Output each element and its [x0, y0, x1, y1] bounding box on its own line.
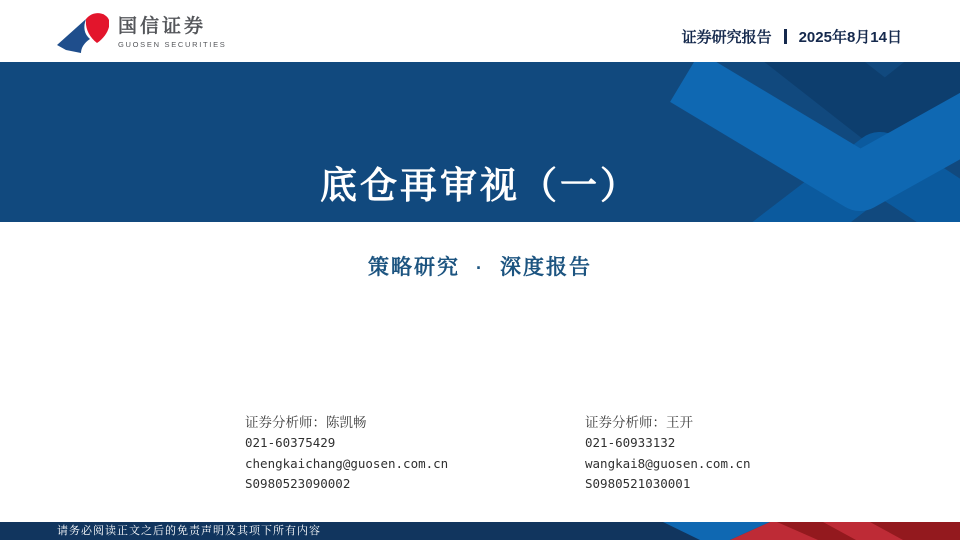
analyst-role-label: 证券分析师： [245, 415, 326, 430]
guosen-logo-icon [55, 11, 109, 55]
analyst-email: chengkaichang@guosen.com.cn [245, 455, 449, 471]
report-kind-label: 深度报告 [500, 256, 592, 279]
separator-bar [784, 29, 787, 44]
brand-name-cn: 国信证券 [118, 16, 207, 37]
analyst-role-name [585, 412, 915, 433]
brand-logo-group [55, 11, 227, 55]
brand-text [118, 16, 227, 50]
footer-ribbon-decoration [630, 522, 960, 540]
analyst-role-label: 证券分析师： [585, 415, 666, 430]
analyst-role-name [245, 412, 575, 433]
title-banner [0, 62, 960, 222]
report-date: 2025年8月14日 [798, 29, 902, 46]
top-header [0, 0, 960, 62]
analyst-name: 王开 [666, 415, 693, 430]
analyst-phone: 021-60933132 [585, 435, 676, 450]
analyst-phone: 021-60375429 [245, 435, 336, 450]
disclaimer-footer-bar [0, 522, 960, 540]
category-label: 策略研究 [368, 256, 460, 279]
analyst-block-2 [585, 412, 915, 495]
category-separator-dot: · [476, 258, 484, 278]
analyst-license: S0980523090002 [245, 476, 351, 491]
analyst-name: 陈凯畅 [326, 415, 367, 430]
analyst-email: wangkai8@guosen.com.cn [585, 455, 751, 471]
report-title: 底仓再审视（一） [320, 165, 640, 206]
brand-name-en: GUOSEN SECURITIES [118, 40, 227, 49]
header-report-meta [682, 26, 902, 47]
disclaimer-text: 请务必阅读正文之后的免责声明及其项下所有内容 [57, 525, 321, 537]
analyst-block-1 [245, 412, 575, 495]
report-category-line [0, 251, 960, 281]
report-type-label: 证券研究报告 [681, 29, 772, 46]
analyst-license: S0980521030001 [585, 476, 691, 491]
